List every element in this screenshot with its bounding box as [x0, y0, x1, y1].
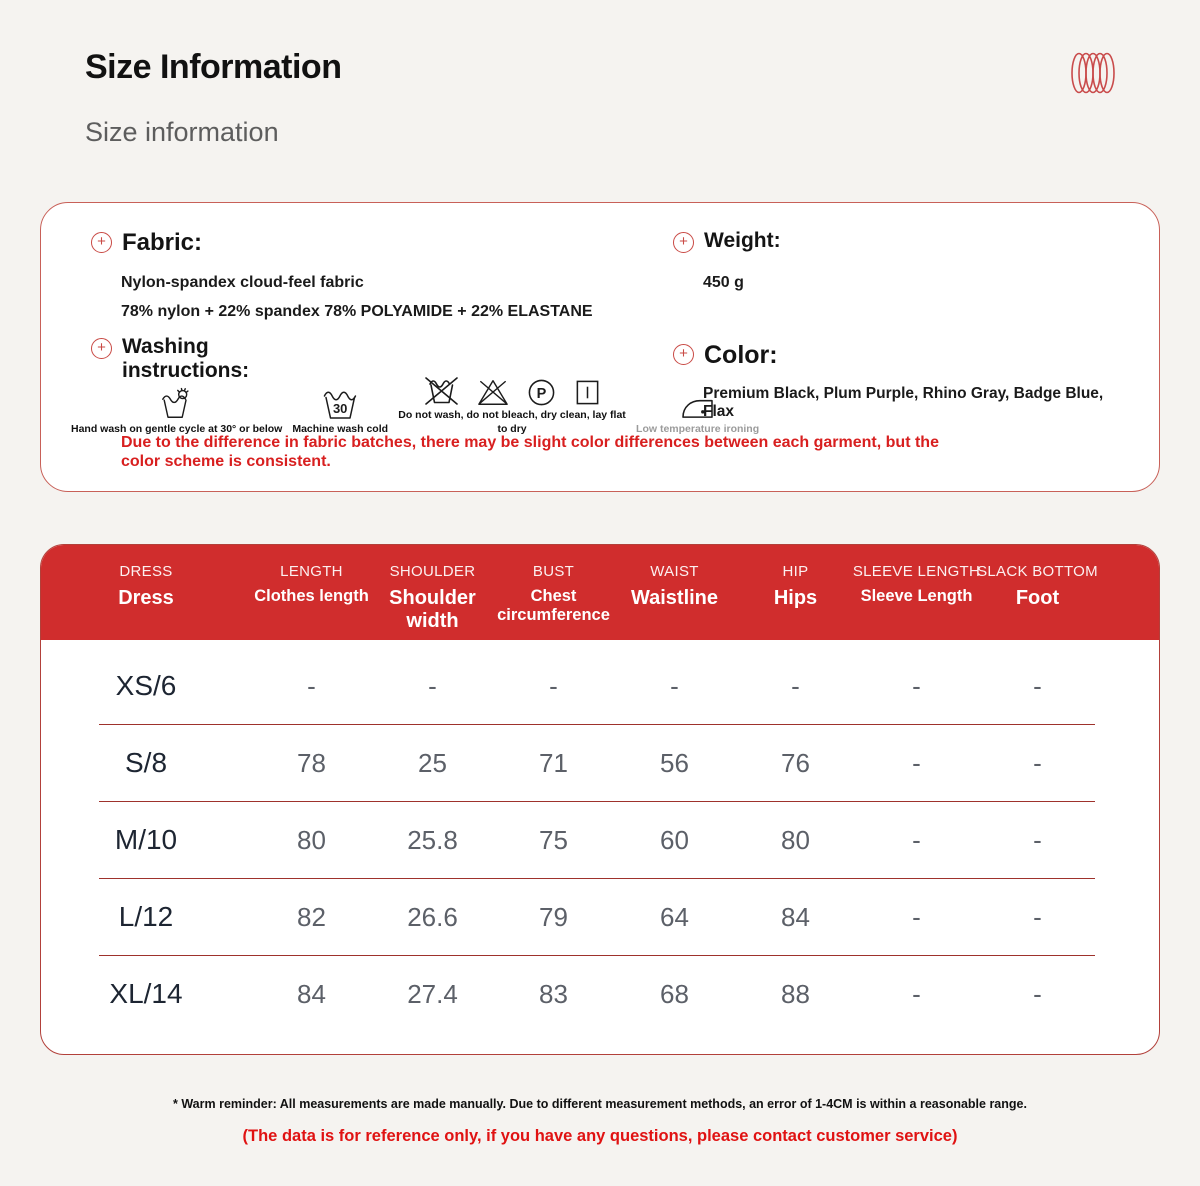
measurement-value: 80 — [781, 824, 810, 855]
weight-value: 450 g — [703, 274, 744, 291]
measurement-value: 84 — [781, 901, 810, 932]
fabric-line-1: Nylon-spandex cloud-feel fabric — [121, 274, 364, 291]
wash-caption: Do not wash, do not bleach, dry clean, lay flat to dry — [398, 409, 626, 435]
measurement-value: - — [912, 824, 921, 855]
column-header-en: SHOULDER — [389, 563, 476, 580]
svg-text:P: P — [536, 385, 546, 402]
product-info-card — [40, 202, 1160, 492]
size-table-column-header — [977, 563, 1098, 640]
measurement-value: - — [791, 670, 800, 701]
wash-group — [398, 375, 626, 436]
measurement-value: 26.6 — [407, 901, 458, 932]
measurement-value: 71 — [539, 747, 568, 778]
measurement-value: 76 — [781, 747, 810, 778]
column-header-en: SLEEVE LENGTH — [852, 563, 981, 580]
measurement-value: - — [1033, 901, 1042, 932]
wash-caption: Machine wash cold — [292, 422, 389, 435]
measurement-value: - — [912, 901, 921, 932]
weight-section-heading — [673, 229, 781, 253]
size-table-column-header — [493, 563, 614, 640]
plus-circle-icon: + — [673, 232, 694, 253]
measurement-value: 79 — [539, 901, 568, 932]
column-header-label: Foot — [1015, 587, 1060, 609]
column-header-label: Shoulder width — [389, 587, 476, 632]
column-header-en: DRESS — [119, 563, 173, 580]
size-label: M/10 — [114, 824, 178, 855]
size-table-body — [41, 640, 1159, 1054]
measurement-value: - — [1033, 824, 1042, 855]
column-header-label: Clothes length — [254, 587, 369, 605]
size-label: XS/6 — [115, 670, 177, 701]
wash-caption: Low temperature ironing — [636, 422, 760, 435]
measurement-value: 60 — [660, 824, 689, 855]
machine-wash-30-icon — [322, 389, 359, 421]
table-row — [41, 725, 1159, 801]
size-table-column-header — [852, 563, 981, 640]
measurement-value: 88 — [781, 978, 810, 1009]
measurement-value: 25 — [418, 747, 447, 778]
measurement-value: 82 — [297, 901, 326, 932]
column-header-en: HIP — [782, 563, 809, 580]
color-label: Color: — [704, 341, 778, 369]
measurement-value: 83 — [539, 978, 568, 1009]
measurement-value: - — [1033, 978, 1042, 1009]
page-header — [0, 48, 1200, 148]
page-title: Size Information — [85, 48, 342, 86]
measurement-value: 25.8 — [407, 824, 458, 855]
table-row — [41, 802, 1159, 878]
measurement-value: - — [912, 747, 921, 778]
measurement-value: 64 — [660, 901, 689, 932]
wash-icons — [159, 387, 195, 421]
size-table-column-header — [251, 563, 372, 640]
column-header-label: Waistline — [630, 587, 719, 609]
warm-reminder-text: * Warm reminder: All measurements are made manually. Due to different measurement methods, an error of 1-4CM is within a reasonable range. — [173, 1097, 1027, 1111]
column-header-label: Chest circumference — [497, 587, 610, 624]
weight-label: Weight: — [704, 229, 781, 252]
size-table-column-header — [735, 563, 856, 640]
measurement-value: - — [912, 670, 921, 701]
size-label: L/12 — [118, 901, 174, 932]
measurement-value: - — [428, 670, 437, 701]
plus-circle-icon: + — [673, 344, 694, 365]
wash-caption: Hand wash on gentle cycle at 30° or below — [71, 422, 283, 435]
washing-label: Washing instructions: — [122, 335, 250, 383]
washing-icons-row — [71, 375, 759, 436]
fabric-line-2: 78% nylon + 22% spandex 78% POLYAMIDE + 22% ELASTANE — [121, 303, 593, 320]
column-header-en: BUST — [532, 563, 575, 580]
do-not-wash-icon — [424, 375, 459, 407]
color-value: Premium Black, Plum Purple, Rhino Gray, Badge Blue, Flax — [703, 385, 1104, 420]
lay-flat-dry-icon — [574, 378, 601, 407]
plus-circle-icon: + — [91, 338, 112, 359]
size-table-column-header — [372, 563, 493, 640]
measurement-value: - — [670, 670, 679, 701]
dry-clean-p-icon — [527, 378, 556, 407]
size-table-column-header — [41, 563, 251, 640]
measurement-value: 75 — [539, 824, 568, 855]
measurement-value: 78 — [297, 747, 326, 778]
fabric-section-heading — [91, 229, 202, 257]
wash-group — [71, 387, 282, 437]
measurement-value: 84 — [297, 978, 326, 1009]
svg-text:30: 30 — [332, 400, 348, 416]
measurement-value: 56 — [660, 747, 689, 778]
fabric-batch-warning: Due to the difference in fabric batches, there may be slight color differences between each garment, but the color scheme is consistent. — [121, 434, 939, 471]
table-row — [41, 879, 1159, 955]
fabric-label: Fabric: — [122, 229, 203, 256]
reference-note-text: (The data is for reference only, if you have any questions, please contact customer service) — [242, 1127, 958, 1145]
measurement-value: 27.4 — [407, 978, 458, 1009]
table-row — [41, 956, 1159, 1032]
measurement-value: - — [1033, 747, 1042, 778]
measurement-value: - — [549, 670, 558, 701]
size-table-column-header — [614, 563, 735, 640]
size-label: XL/14 — [109, 978, 183, 1009]
table-row — [41, 648, 1159, 724]
column-header-en: WAIST — [650, 563, 699, 580]
column-header-label: Sleeve Length — [860, 587, 973, 605]
hand-wash-icon — [159, 387, 195, 421]
coil-logo-icon — [1068, 50, 1118, 96]
column-header-en: SLACK BOTTOM — [977, 563, 1098, 580]
size-label: S/8 — [124, 747, 168, 778]
size-table — [40, 544, 1160, 1055]
measurement-value: - — [912, 978, 921, 1009]
measurement-value: - — [307, 670, 316, 701]
wash-icons — [322, 389, 359, 421]
page-footer — [0, 1097, 1200, 1186]
wash-group — [292, 389, 388, 437]
measurement-value: - — [1033, 670, 1042, 701]
wash-icons — [424, 375, 601, 407]
column-header-label: Dress — [118, 587, 174, 609]
color-section-heading — [673, 341, 778, 370]
do-not-bleach-icon — [477, 377, 509, 407]
measurement-value: 68 — [660, 978, 689, 1009]
column-header-label: Hips — [773, 587, 818, 609]
column-header-en: LENGTH — [280, 563, 343, 580]
plus-circle-icon: + — [91, 232, 112, 253]
page-subtitle: Size information — [85, 117, 279, 147]
measurement-value: 80 — [297, 824, 326, 855]
size-table-header — [41, 545, 1159, 640]
